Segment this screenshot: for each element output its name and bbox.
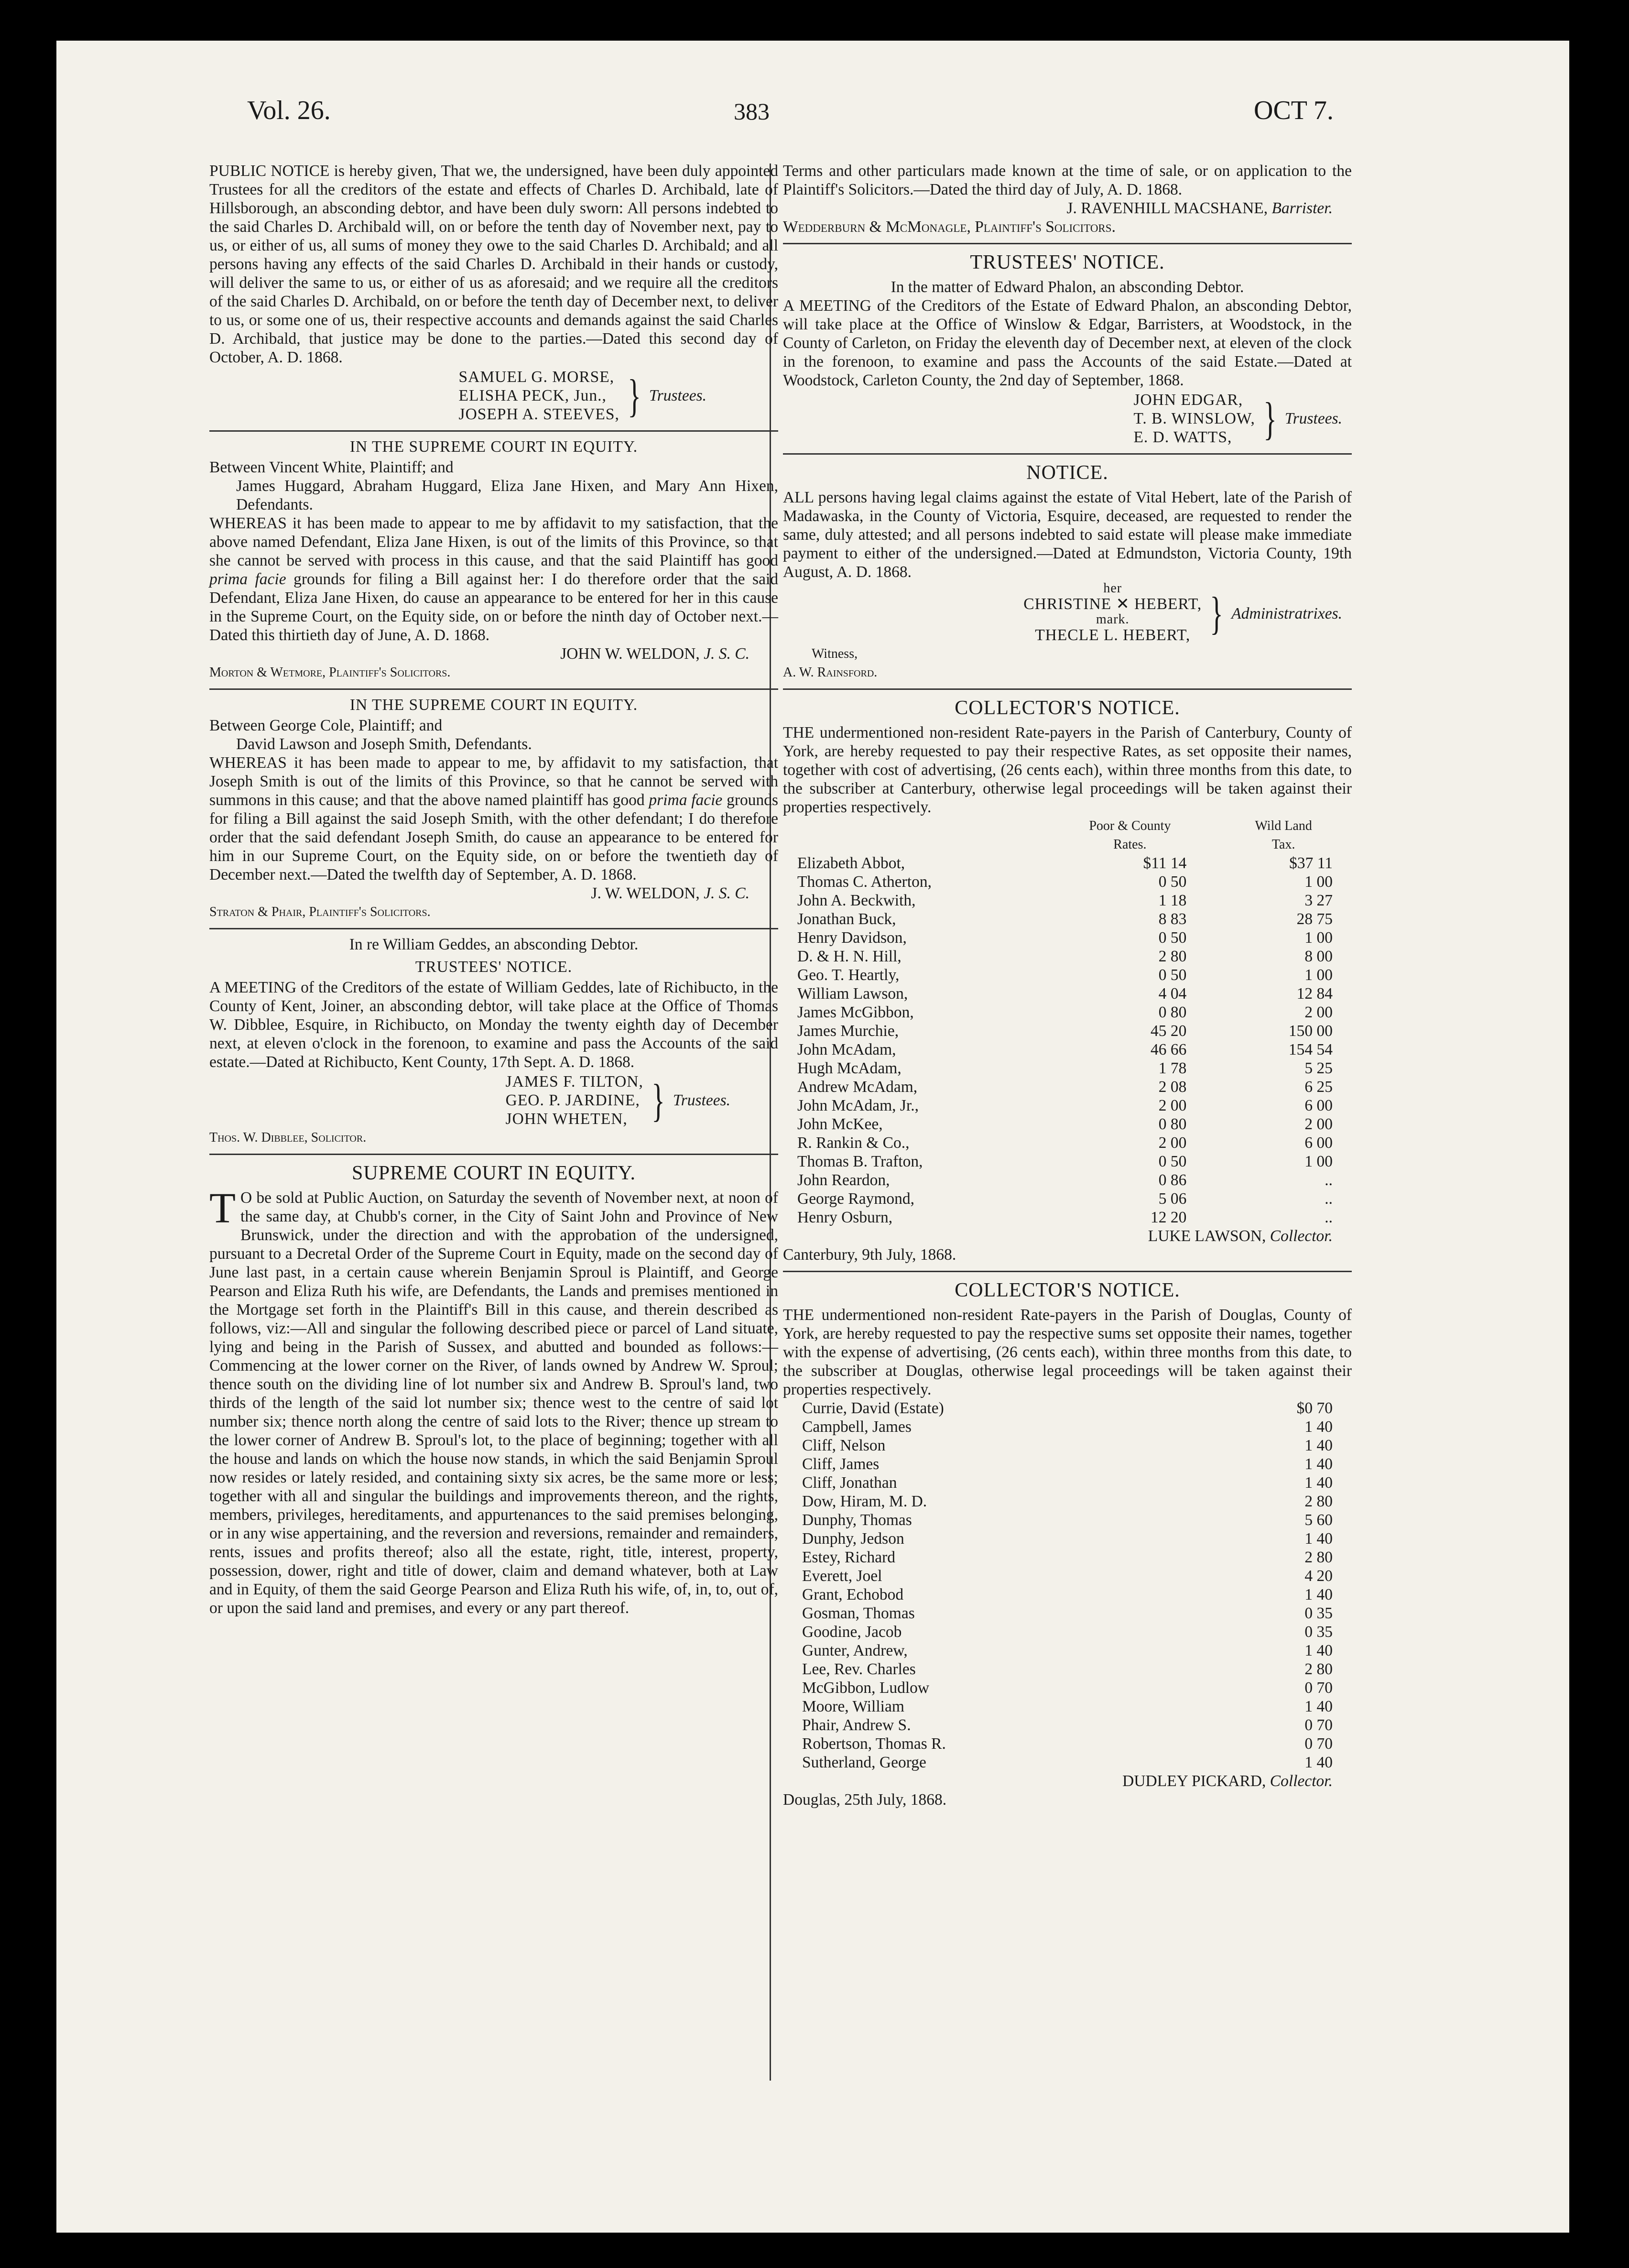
notice-text: WHEREAS it has been made to appear to me by affidavit to my satisfaction, that the above named Defendant, Eliza Jane Hixen, is out of the limits of this Province, so that she cannot be served with process in this cause, and that the said Plaintiff has good prima facie grounds for filing a Bill against her: I do therefore order that the said Defendant, Eliza Jane Hixen, do cause an appearance to be entered for her in this cause in the Supreme Court, on the Equity side, on or before the ninth day of October next.—Dated this thirtieth day of June, A. D. 1868. (209, 514, 779, 644)
wild-land-tax: 2 00 (1304, 1115, 1333, 1133)
ratepayer-name: James McGibbon, (797, 1003, 914, 1021)
poor-county-rate: 5 06 (1158, 1190, 1187, 1208)
ratepayer-name: Phair, Andrew S. (802, 1716, 911, 1734)
amount-due: $0 70 (1296, 1399, 1333, 1417)
table-row (783, 1697, 1352, 1716)
witness-label: Witness, (812, 646, 858, 661)
wild-land-tax: 1 00 (1304, 873, 1333, 891)
table-body (783, 1399, 1352, 1772)
amount-due: 0 70 (1304, 1716, 1333, 1734)
section-rule (209, 1154, 778, 1155)
amount-due: 2 80 (1304, 1548, 1333, 1566)
ratepayer-name: Jonathan Buck, (797, 910, 896, 928)
poor-county-rate: 2 08 (1158, 1078, 1187, 1096)
wild-land-tax: .. (1325, 1209, 1333, 1226)
geddes-notice (209, 935, 778, 1147)
poor-county-rate: 2 80 (1158, 948, 1187, 965)
ratepayer-name: Lee, Rev. Charles (802, 1660, 916, 1678)
notice-text: A MEETING of the Creditors of the estate of William Geddes, late of Richibucto, in the County of Kent, Joiner, an absconding debtor, will take place at the Office of Thomas W. Dibblee, Esquire, in Richibucto, on Monday the twenty eighth day of December next, at eleven o'clock in the forenoon, to examine and pass the Accounts of the said estate.—Dated at Richibucto, Kent County, 17th Sept. A. D. 1868. (209, 979, 778, 1071)
table-row (783, 984, 1352, 1003)
table-header-row (783, 817, 1352, 835)
issue-date: OCT 7. (1254, 96, 1334, 125)
poor-county-rate: 4 04 (1158, 985, 1187, 1003)
poor-county-rate: 0 80 (1158, 1115, 1187, 1133)
notice-text: THE undermentioned non-resident Rate-payers in the Parish of Douglas, County of York, are hereby requested to pay the respective sums set opposite their names, together with the expense of advertising, (26 cents each), within three months from this date, to the subscriber at Douglas, otherwise legal proceedings will be taken against their properties respectively. (783, 1306, 1352, 1398)
amount-due: 1 40 (1304, 1437, 1333, 1454)
ratepayer-name: McGibbon, Ludlow (802, 1679, 930, 1697)
ratepayer-name: Thomas C. Atherton, (797, 873, 932, 891)
notice-intro: In re William Geddes, an absconding Debtor. (349, 936, 639, 953)
poor-county-rate: 0 50 (1158, 966, 1187, 984)
cole-equity-notice (209, 696, 778, 921)
section-rule (783, 243, 1352, 244)
ratepayer-name: Gunter, Andrew, (802, 1642, 908, 1659)
wild-land-tax: .. (1325, 1171, 1333, 1189)
ratepayer-name: John McAdam, (797, 1041, 896, 1058)
wild-land-tax: 1 00 (1304, 966, 1333, 984)
wild-land-tax: 28 75 (1296, 910, 1333, 928)
table-row (783, 1529, 1352, 1548)
trustees-role: Trustees. (673, 1091, 730, 1109)
administratrix-names (1023, 582, 1202, 644)
table-row (783, 1418, 1352, 1436)
wild-land-tax: 1 00 (1304, 1153, 1333, 1170)
table-row (783, 928, 1352, 947)
table-row (783, 1115, 1352, 1134)
wild-land-tax: 2 00 (1304, 1003, 1333, 1021)
ratepayer-name: R. Rankin & Co., (797, 1134, 910, 1152)
wild-land-tax: 150 00 (1288, 1022, 1333, 1040)
table-row (783, 1455, 1352, 1473)
trustee-name: E. D. WATTS, (1133, 428, 1232, 446)
table-row (783, 966, 1352, 984)
trustees-role: Trustees. (649, 387, 706, 404)
amount-due: 1 40 (1304, 1530, 1333, 1548)
solicitors: Morton & Wetmore, Plaintiff's Solicitors. (209, 665, 451, 680)
page-header (168, 96, 1372, 140)
wild-land-tax: 5 25 (1304, 1059, 1333, 1077)
dateline: Douglas, 25th July, 1868. (783, 1791, 947, 1809)
table-row (783, 1604, 1352, 1623)
table-row (783, 1753, 1352, 1772)
section-rule (783, 688, 1352, 690)
mark-label: mark. (1096, 612, 1129, 627)
ratepayer-name: Dunphy, Thomas (802, 1511, 912, 1529)
parties-defendants: James Huggard, Abraham Huggard, Eliza Jane Hixen, and Mary Ann Hixen, Defendants. (236, 477, 778, 513)
table-row (783, 1716, 1352, 1734)
brace: } (628, 370, 641, 421)
poor-county-rate: 1 18 (1158, 892, 1187, 909)
brace: } (1263, 393, 1277, 444)
column-header: Rates. (1113, 837, 1147, 852)
ratepayer-name: D. & H. N. Hill, (797, 948, 901, 965)
trustee-name: ELISHA PECK, Jun., (458, 387, 607, 404)
dateline: Canterbury, 9th July, 1868. (783, 1246, 956, 1264)
table-row (783, 1679, 1352, 1697)
amount-due: 0 35 (1304, 1604, 1333, 1622)
section-rule (783, 1271, 1352, 1272)
poor-county-rate: 8 83 (1158, 910, 1187, 928)
table-row (783, 1003, 1352, 1022)
section-rule (209, 430, 778, 432)
ratepayer-name: Henry Davidson, (797, 929, 907, 947)
wild-land-tax: 3 27 (1304, 892, 1333, 909)
table-row (783, 1473, 1352, 1492)
ratepayer-name: John McAdam, Jr., (797, 1097, 919, 1114)
brace: } (1210, 588, 1224, 639)
amount-due: 5 60 (1304, 1511, 1333, 1529)
table-row (783, 1399, 1352, 1418)
poor-county-rate: 2 00 (1158, 1134, 1187, 1152)
amount-due: 0 70 (1304, 1679, 1333, 1697)
table-row (783, 1208, 1352, 1227)
ratepayer-name: Cliff, James (802, 1455, 880, 1473)
brace: } (652, 1074, 665, 1126)
ratepayer-name: John McKee, (797, 1115, 883, 1133)
ratepayer-name: Estey, Richard (802, 1548, 896, 1566)
collector-signature: LUKE LAWSON, Collector. (1148, 1227, 1333, 1245)
ratepayer-name: Dunphy, Jedson (802, 1530, 904, 1548)
table-row (783, 1078, 1352, 1096)
poor-county-rate: 0 50 (1158, 929, 1187, 947)
section-heading: COLLECTOR'S NOTICE. (955, 1279, 1180, 1301)
poor-county-rate: 2 00 (1158, 1097, 1187, 1114)
section-rule (209, 928, 778, 929)
amount-due: 0 70 (1304, 1735, 1333, 1753)
drop-cap: T (209, 1185, 236, 1232)
amount-due: 2 80 (1304, 1660, 1333, 1678)
wild-land-tax: 12 84 (1296, 985, 1333, 1003)
amount-due: 1 40 (1304, 1642, 1333, 1659)
ratepayer-name: Currie, David (Estate) (802, 1399, 944, 1417)
parties-defendants: David Lawson and Joseph Smith, Defendants. (236, 735, 532, 753)
trustee-names (506, 1072, 643, 1128)
ratepayer-name: Gosman, Thomas (802, 1604, 915, 1622)
notice-text: A MEETING of the Creditors of the Estate of Edward Phalon, an absconding Debtor, will take place at the Office of Winslow & Edgar, Barristers, at Woodstock, in the County of Carleton, on Friday the eleventh day of December next, at eleven of the clock in the forenoon, to examine and pass the Accounts of the said Estate.—Dated at Woodstock, Carleton County, the 2nd day of September, 1868. (783, 297, 1352, 389)
canterbury-rates-table (783, 817, 1352, 1227)
poor-county-rate: 1 78 (1158, 1059, 1187, 1077)
poor-county-rate: 12 20 (1151, 1209, 1187, 1226)
auction-notice (209, 1161, 778, 1617)
ratepayer-name: Henry Osburn, (797, 1209, 893, 1226)
poor-county-rate: 46 66 (1151, 1041, 1187, 1058)
section-heading: IN THE SUPREME COURT IN EQUITY. (349, 696, 638, 714)
table-row (783, 910, 1352, 928)
poor-county-rate: 0 50 (1158, 873, 1187, 891)
left-column (209, 162, 778, 1617)
amount-due: 1 40 (1304, 1455, 1333, 1473)
notice-text: WHEREAS it has been made to appear to me, by affidavit to my satisfaction, that Joseph Smith is out of the limits of this Province, so that he cannot be served with summons in this cause; and that the above named plaintiff has good prima facie grounds for filing a Bill against the said Joseph Smith, with the other defendant; I do therefore order that the said defendant Joseph Smith, do cause an appearance to be entered for him in our Supreme Court, on the Equity side, on or before the twentieth day of December next.—Dated the twelfth day of September, A. D. 1868. (209, 754, 779, 883)
collector-signature: DUDLEY PICKARD, Collector. (1122, 1772, 1333, 1790)
trustee-name: T. B. WINSLOW, (1133, 410, 1255, 427)
section-heading: SUPREME COURT IN EQUITY. (352, 1162, 636, 1184)
trustee-name: JOSEPH A. STEEVES, (458, 405, 619, 423)
wild-land-tax: 6 00 (1304, 1134, 1333, 1152)
table-row (783, 891, 1352, 910)
trustee-names (459, 368, 619, 424)
amount-due: 4 20 (1304, 1567, 1333, 1585)
ratepayer-name: Thomas B. Trafton, (797, 1153, 923, 1170)
trustee-signatures (209, 368, 706, 424)
trustee-names (1133, 391, 1255, 447)
notice-text: T O be sold at Public Auction, on Saturday the seventh of November next, at noon of the same day, at Chubb's corner, in the City of Saint John and Province of New Brunswick, under the direction and with the approbation of the undersigned, pursuant to a Decretal Order of the Supreme Court in Equity, made on the second day of June last past, in a certain cause wherein Benjamin Sproul is Plaintiff, and George Pearson and Eliza Ruth his wife, are Defendants, the Lands and premises mentioned in the Mortgage set forth in the Plaintiff's Bill in this cause, and therein described as follows, viz:—All and singular the following described piece or parcel of Land situate, lying and being in the Parish of Sussex, and abutted and bounded as follows:—Commencing at the lower corner on the River, of lands owned by Andrew W. Sproul; thence south on the dividing line of lot number six and Andrew B. Sproul's land, two thirds of the length of the said lot number six; thence west to the centre of said lot number six; thence north along the centre of said lots to the River; thence up stream to the lower corner of Andrew B. Sproul's lot, to the place of beginning; together with all the house and lands on which the house now stands, in which the said Benjamin Sproul now resides or lately resided, and containing sixty six acres, be the same more or less; together with all and singular the buildings and improvements thereon, and the rights, members, privileges, hereditaments, and appurtenances to the said premises belonging, or in any wise appertaining, and the reversion and reversions, remainder and remainders, rents, issues and profits thereof; also all the estate, right, title, interest, property, possession, dower, right and title of dower, claim and demand whatever, both at Law and in Equity, of them the said George Pearson and Eliza Ruth his wife, of, in, to, out of, or upon the said land and premises, and every or any part thereof. (209, 1185, 778, 1617)
ratepayer-name: William Lawson, (797, 985, 908, 1003)
table-row (783, 1059, 1352, 1078)
wild-land-tax: 6 25 (1304, 1078, 1333, 1096)
ratepayer-name: Hugh McAdam, (797, 1059, 901, 1077)
wild-land-tax: 1 00 (1304, 929, 1333, 947)
volume-label: Vol. 26. (247, 96, 331, 125)
wild-land-tax: 8 00 (1304, 948, 1333, 965)
amount-due: 1 40 (1304, 1586, 1333, 1603)
canterbury-collector-notice (783, 696, 1352, 1264)
gazette-page (168, 73, 1372, 2119)
ratepayer-name: Cliff, Jonathan (802, 1474, 897, 1492)
auction-continued (783, 162, 1352, 236)
trustee-name: JOHN EDGAR, (1133, 391, 1243, 409)
table-row (783, 1548, 1352, 1567)
solicitor: Thos. W. Dibblee, Solicitor. (209, 1130, 367, 1145)
parties-between: Between George Cole, Plaintiff; and (209, 717, 443, 734)
wild-land-tax: 154 54 (1288, 1041, 1333, 1058)
notice-text: PUBLIC NOTICE is hereby given, That we, the undersigned, have been duly appointed Trustees for all the creditors of the estate and effects of Charles D. Archibald, late of Hillsborough, an absconding debtor, and have been duly sworn: All persons indebted to the said Charles D. Archibald will, on or before the tenth day of November next, pay to us, or either of us, all sums of money they owe to the said Charles D. Archibald; and all persons having any effects of the said Charles D. Archibald in their hands or custody, will deliver the same to us, or either of us as aforesaid; and we require all the creditors of the said Charles D. Archibald, on or before the tenth day of December next, to deliver to us, or some one of us, their respective accounts and demands against the said Charles D. Archibald, that justice may be done to the parties.—Dated this second day of October, A. D. 1868. (209, 162, 778, 366)
table-row (783, 854, 1352, 872)
administratrix-name: CHRISTINE ✕ HEBERT, (1023, 595, 1202, 613)
poor-county-rate: 0 86 (1158, 1171, 1187, 1189)
section-heading: TRUSTEES' NOTICE. (415, 958, 573, 976)
table-row (783, 1171, 1352, 1189)
ratepayer-name: Elizabeth Abbot, (797, 854, 905, 872)
table-row (783, 1641, 1352, 1660)
trustee-name: GEO. P. JARDINE, (505, 1091, 640, 1109)
page-number: 383 (734, 98, 770, 125)
parties-between: Between Vincent White, Plaintiff; and (209, 458, 454, 476)
hebert-notice (783, 460, 1352, 682)
archibald-notice (209, 162, 778, 424)
ratepayer-name: Robertson, Thomas R. (802, 1735, 946, 1753)
right-column (783, 162, 1352, 1809)
section-heading: NOTICE. (1026, 462, 1108, 484)
column-header: Poor & County (1089, 818, 1171, 833)
ratepayer-name: Moore, William (802, 1698, 904, 1715)
solicitors: Straton & Phair, Plaintiff's Solicitors. (209, 905, 431, 919)
judge-signature: J. W. WELDON, J. S. C. (591, 884, 749, 902)
column-header: Wild Land (1255, 818, 1312, 833)
trustee-signatures (783, 391, 1342, 447)
section-heading: TRUSTEES' NOTICE. (970, 251, 1165, 273)
trustee-signatures (209, 1072, 730, 1128)
table-row (783, 1623, 1352, 1641)
table-row (783, 1567, 1352, 1585)
douglas-collector-notice (783, 1278, 1352, 1809)
amount-due: 2 80 (1304, 1493, 1333, 1510)
ratepayer-name: Andrew McAdam, (797, 1078, 918, 1096)
section-heading: IN THE SUPREME COURT IN EQUITY. (349, 438, 638, 456)
trustee-name: JAMES F. TILTON, (505, 1073, 643, 1090)
ratepayer-name: Geo. T. Heartly, (797, 966, 900, 984)
amount-due: 1 40 (1304, 1474, 1333, 1492)
poor-county-rate: 0 50 (1158, 1153, 1187, 1170)
wild-land-tax: $37 11 (1289, 854, 1333, 872)
notice-text: ALL persons having legal claims against the estate of Vital Hebert, late of the Parish of Madawaska, in the County of Victoria, Esquire, deceased, are requested to render the same, duly attested; and all persons indebted to said estate will please make immediate payment to either of the undersigned.—Dated at Edmundston, Victoria County, 19th August, A. D. 1868. (783, 489, 1352, 581)
ratepayer-name: John A. Beckwith, (797, 892, 916, 909)
her-label: her (1103, 581, 1122, 596)
table-row (783, 1492, 1352, 1511)
barrister-signature: J. RAVENHILL MACSHANE, Barrister. (1066, 199, 1333, 217)
ratepayer-name: Cliff, Nelson (802, 1437, 886, 1454)
poor-county-rate: $11 14 (1143, 854, 1187, 872)
notice-text: THE undermentioned non-resident Rate-payers in the Parish of Canterbury, County of York, are hereby requested to pay their respective Rates, as set opposite their names, together with cost of advertising, (26 cents each), within three months from this date, to the subscriber at Canterbury, otherwise legal proceedings will be taken against their properties respectively. (783, 724, 1352, 816)
table-row (783, 1022, 1352, 1040)
table-row (783, 1660, 1352, 1679)
ratepayer-name: John Reardon, (797, 1171, 890, 1189)
wild-land-tax: 6 00 (1304, 1097, 1333, 1114)
phalon-notice (783, 250, 1352, 447)
notice-intro: In the matter of Edward Phalon, an absconding Debtor. (891, 278, 1244, 296)
trustee-name: SAMUEL G. MORSE, (458, 368, 615, 386)
witness-name: A. W. Rainsford. (783, 665, 878, 680)
ratepayer-name: Sutherland, George (802, 1754, 926, 1771)
poor-county-rate: 0 80 (1158, 1003, 1187, 1021)
ratepayer-name: George Raymond, (797, 1190, 915, 1208)
table-row (783, 1734, 1352, 1753)
table-row (783, 1152, 1352, 1171)
table-row (783, 947, 1352, 966)
ratepayer-name: Grant, Echobod (802, 1586, 904, 1603)
table-row (783, 1436, 1352, 1455)
wild-land-tax: .. (1325, 1190, 1333, 1208)
poor-county-rate: 45 20 (1151, 1022, 1187, 1040)
table-row (783, 872, 1352, 891)
ratepayer-name: James Murchie, (797, 1022, 899, 1040)
douglas-rates-table (783, 1399, 1352, 1772)
ratepayer-name: Campbell, James (802, 1418, 912, 1436)
table-row (783, 1134, 1352, 1152)
administratrixes-role: Administratrixes. (1231, 604, 1342, 622)
table-row (783, 1040, 1352, 1059)
column-header: Tax. (1271, 837, 1295, 852)
section-rule (783, 453, 1352, 455)
ratepayer-name: Goodine, Jacob (802, 1623, 902, 1641)
solicitors: Wedderburn & McMonagle, Plaintiff's Solicitors. (783, 218, 1116, 236)
trustees-role: Trustees. (1284, 410, 1342, 427)
administratrix-name: THECLE L. HEBERT, (1035, 626, 1191, 644)
trustee-name: JOHN WHETEN, (505, 1110, 628, 1128)
white-equity-notice (209, 437, 778, 682)
notice-text: Terms and other particulars made known at the time of sale, or on application to the Plaintiff's Solicitors.—Dated the third day of July, A. D. 1868. (783, 162, 1352, 198)
judge-signature: JOHN W. WELDON, J. S. C. (560, 645, 749, 663)
section-rule (209, 688, 778, 690)
ratepayer-name: Dow, Hiram, M. D. (802, 1493, 927, 1510)
table-header-row (783, 835, 1352, 854)
amount-due: 1 40 (1304, 1698, 1333, 1715)
table-row (783, 1585, 1352, 1604)
amount-due: 1 40 (1304, 1754, 1333, 1771)
administratrix-signatures (783, 582, 1342, 644)
table-row (783, 1096, 1352, 1115)
table-body (783, 854, 1352, 1227)
amount-due: 0 35 (1304, 1623, 1333, 1641)
table-row (783, 1189, 1352, 1208)
amount-due: 1 40 (1304, 1418, 1333, 1436)
section-heading: COLLECTOR'S NOTICE. (955, 697, 1180, 719)
table-row (783, 1511, 1352, 1529)
ratepayer-name: Everett, Joel (802, 1567, 882, 1585)
